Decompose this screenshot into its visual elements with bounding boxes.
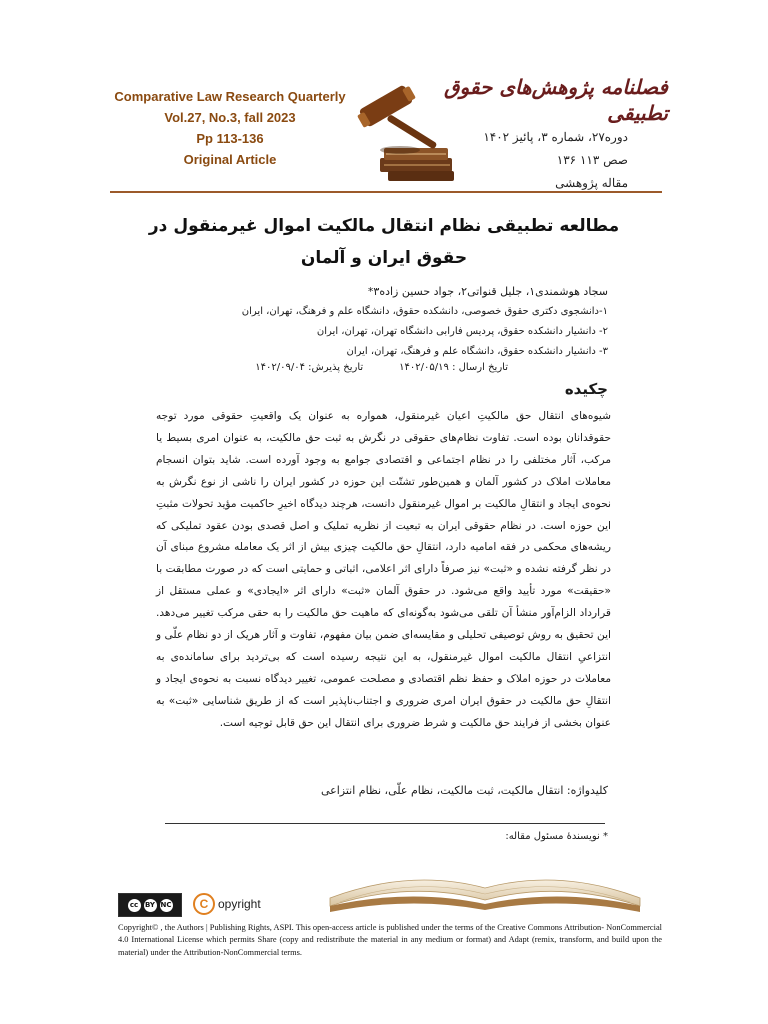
abstract-body: شیوه‌های انتقال حق مالکیتِ اعیان غیرمنقول، همواره به عنوان یک واقعیتِ حقوقی مورد توجه حقوقدانان بوده است. تفاوت نظام‌های حقوقی در نگرش به ثبت حق مالکیت، به عنوان امری بسیط یا مرکب، آثار مختلفی را در نظام اجتماعی و اقتصادی جوامع به وجود آورده است. شاید بتوان انسجام معاملات املاک در کشور آلمان و همین‌طور تشتّت این حوزه در کشور ایران را ناشی از نوع نگرش به نحوه‌ی ایجاد و انتقالِ مالکیت بر اموال غیرمنقول دانست، هرچند دیدگاه اخیرِ حاکمیت مؤید تحولات مثبتِ این حوزه است. در نظام حقوقی ایران به تبعیت از نظریه تملیک و اصل قصدی بودن عقود تملیکی که ریشه‌های محکمی در فقه امامیه دارد، انتقالِ حق مالکیت چیزی بیش از اثر یک معامله مشروع مبنای آن در نظر گرفته نشده و «ثبت» نیز صرفاً دارای اثر اعلامی، اثباتی و حمایتی است که در صورت مطابقت با «حقیقت» مورد تأیید واقع می‌شود. در حقوق آلمان «ثبت» دارای اثر «ایجادی» و عملی مستقل از قرارداد الزام‌آور منشأ آن تلقی می‌شود به‌گونه‌ای که ماهیت حق مالکیت را به حقی مرکب تغییر می‌دهد. این تحقیق به روش توصیفی تحلیلی و مقایسه‌ای ضمن بیان مفهوم، تفاوت و آثار هریک از دو نظام علّی و انتزاعیِ انتقال مالکیت اموال غیرمنقول، به این نتیجه رسیده است که بی‌تردید برای سامانده‌ی به معاملات در حوزه املاک و حفظ نظم اقتصادی و مصلحت عمومی، تغییر دیدگاه نسبت به نحوه‌ی ایجاد و انتقالِ حق مالکیت در حقوق ایران امری ضروری و اجتناب‌ناپذیر است که از طریق شناسایی «ثبت» به عنوان بخشی از فرایند حق مالکیت و شرط ضروری برای انتقال این حق قابل توجیه است. (156, 410, 611, 729)
abstract-heading: چکیده (564, 380, 608, 398)
received-date: تاریخ ارسال : ۱۴۰۲/۰۵/۱۹ (399, 362, 508, 373)
by-icon: BY (144, 899, 157, 912)
affiliation-1: ۱-دانشجوی دکتری حقوق خصوصی، دانشکده حقوق، دانشگاه علم و فرهنگ، تهران، ایران (241, 306, 608, 317)
copyright-icon: C (193, 893, 215, 915)
cc-icon: cc (128, 899, 141, 912)
journal-name-en: Comparative Law Research Quarterly (114, 89, 346, 104)
footnote-divider (165, 823, 605, 824)
pages-fa: صص ۱۱۳ ۱۳۶ (556, 153, 628, 167)
title-line-1: مطالعه تطبیقی نظام انتقال مالکیت اموال غیرمنقول در (148, 216, 620, 236)
volume-info-en: Vol.27, No.3, fall 2023 (164, 110, 296, 125)
corresponding-author-note: * نویسندۀ مسئول مقاله: (505, 831, 608, 842)
copyright-logo-text: opyright (218, 897, 261, 911)
affiliations (168, 302, 608, 362)
journal-header-fa (438, 74, 668, 195)
article-title (120, 210, 648, 274)
accepted-date: تاریخ پذیرش: ۱۴۰۲/۰۹/۰۴ (255, 362, 364, 373)
keywords: کلیدواژه: انتقال مالکیت، ثبت مالکیت، نظام علّی، نظام انتزاعی (320, 784, 608, 797)
license-text: Copyright© , the Authors | Publishing Rights, ASPI. This open-access article is published under the terms of the Creative Commons Attribution- NonCommercial 4.0 International License which permits Share (copy and redistribute the material in any medium or format) and Adapt (remix, transform, and build upon the material) under the Attribution-NonCommercial terms. (118, 923, 662, 957)
volume-info-fa: دوره۲۷، شماره ۳، پائیز ۱۴۰۲ (483, 130, 628, 144)
header-divider (110, 191, 662, 193)
open-book-image (320, 858, 650, 918)
journal-header-en (100, 86, 360, 170)
authors: سجاد هوشمندی۱، جلیل قنواتی۲، جواد حسین زاده۳* (367, 285, 608, 298)
journal-name-fa: فصلنامه پژوهش‌های حقوق تطبیقی (444, 75, 668, 125)
affiliation-3: ۳- دانشیار دانشکده حقوق، دانشگاه علم و فرهنگ، تهران، ایران (346, 346, 608, 357)
article-type-en: Original Article (183, 152, 277, 167)
article-type-fa: مقاله پژوهشی (555, 176, 628, 190)
affiliation-2: ۲- دانشیار دانشکده حقوق، پردیس فارابی دانشگاه تهران، تهران، ایران (316, 326, 608, 337)
title-line-2: حقوق ایران و آلمان (300, 248, 468, 268)
creative-commons-badge (118, 893, 182, 917)
copyright-logo (193, 893, 261, 915)
article-dates (148, 362, 508, 373)
nc-icon: NC (160, 899, 173, 912)
pages-en: Pp 113-136 (196, 131, 264, 146)
